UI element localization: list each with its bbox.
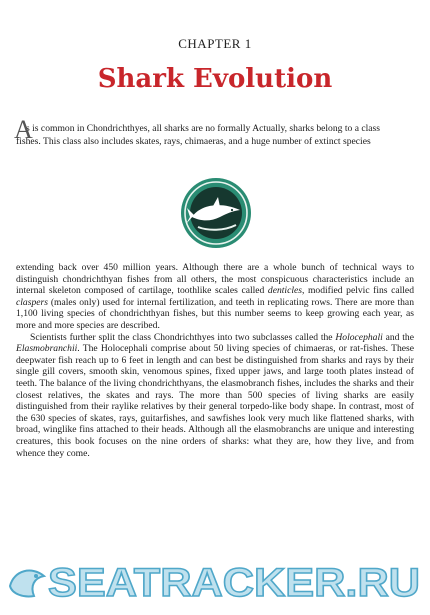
text-run: and the — [382, 331, 414, 343]
italic-term: Holocephali — [335, 331, 383, 343]
chapter-label: CHAPTER 1 — [178, 36, 252, 51]
italic-term: Elasmobranchii — [16, 343, 78, 355]
italic-term: claspers — [16, 296, 48, 308]
body-text — [16, 262, 414, 459]
text-run: Scientists further split the class Chondrichthyes into two subclasses called the — [30, 331, 336, 343]
intro-paragraph — [14, 115, 414, 148]
watermark — [4, 552, 426, 608]
watermark-text: SEATRACKER.RU — [48, 561, 420, 605]
text-run: . The Holocephali comprise about 50 living species of chimaeras, or rat-fishes. These deepwater fish reach up to 6 feet in length and can best be distinguished from sharks and rays by their single gill covers, smooth skin, venomous spines, fixed upper jaws, and large tooth plates instead of teeth. The balance of the living chondrichthyans, the elasmobranch fishes, includes the sharks and their closest relatives, the skates and rays. The more than 500 species of living sharks are easily distinguished from their raylike relatives by their general torpedo-like body shape. In contrast, most of the 630 species of skates, rays, guitarfishes, and sawfishes look very much like flattened sharks, with broad, winglike fins attached to their heads. Although all the elasmobranchs are unique and interesting creatures, this book focuses on the nine orders of sharks: what they are, how they live, and from whence they come. — [16, 343, 414, 459]
paragraph-2 — [16, 332, 414, 460]
italic-term: denticles — [267, 285, 303, 297]
text-run: , modified pelvic fins called — [302, 285, 414, 297]
fish-logo-icon — [10, 571, 44, 597]
drop-cap: A — [14, 115, 33, 144]
text-run: (males only) used for internal fertilization, and teeth in replicating rows. There are more than 1,100 living species of chondrichthyan fishes, but this number seems to keep growing each year, as more and more species are described. — [16, 296, 414, 331]
text-run: extending back over 450 million years. Although there are a whole bunch of technical ways to distinguish chondrichthyan fishes from all others, the most conspicuous characteristics include an internal skeleton composed of cartilage, toothlike scales called — [16, 262, 414, 297]
intro-line-1: s is common in Chondrichthyes, all sharks are no formally Actually, sharks belong to a class — [26, 123, 381, 134]
paragraph-1 — [16, 262, 414, 332]
intro-line-2: fishes. This class also includes skates, rays, chimaeras, and a huge number of extinct species — [16, 135, 371, 147]
chapter-title: Shark Evolution — [97, 64, 333, 94]
shark-emblem-icon — [180, 177, 252, 249]
